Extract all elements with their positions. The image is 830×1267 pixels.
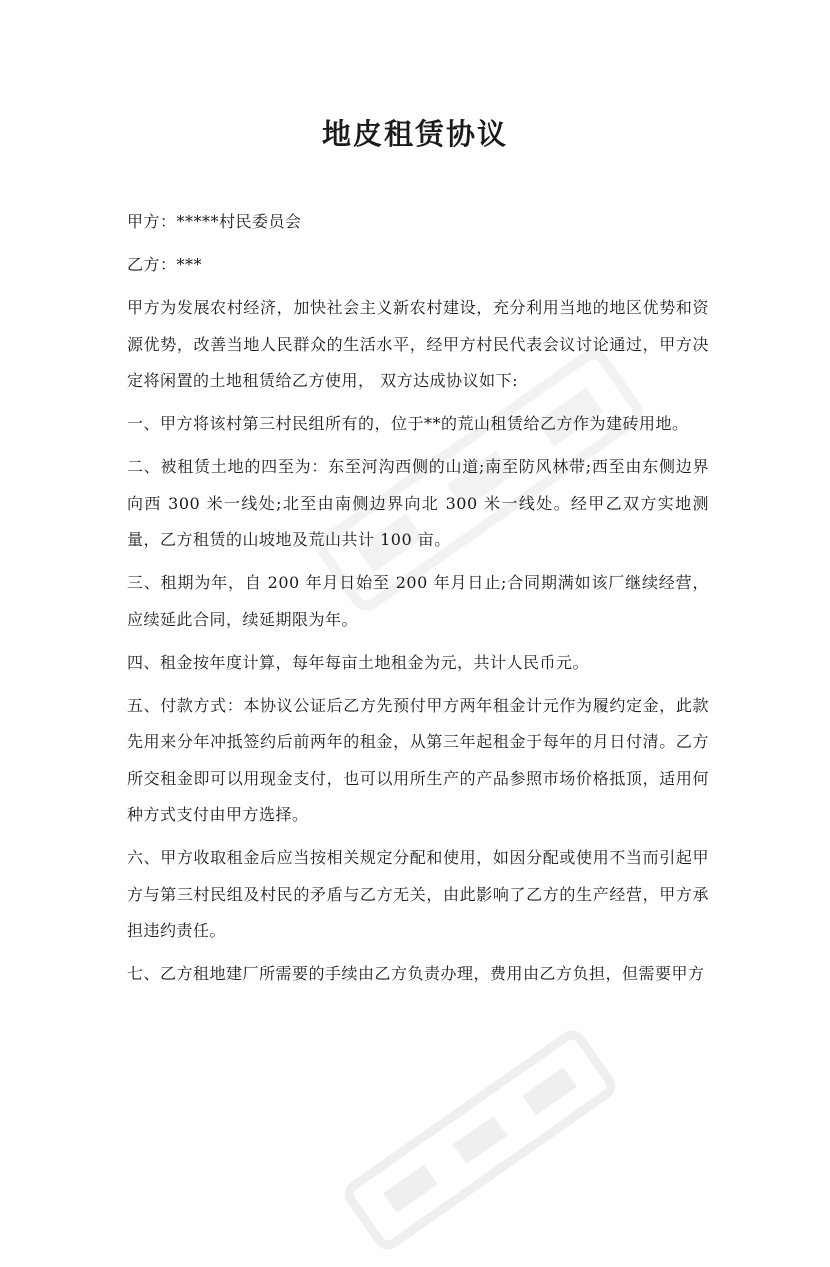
clause-6: 六、甲方收取租金后应当按相关规定分配和使用，如因分配或使用不当而引起甲方与第三村民组及村民的矛盾与乙方无关，由此影响了乙方的生产经营，甲方承担违约责任。	[127, 848, 709, 940]
document-title: 地皮租赁协议	[321, 117, 508, 151]
clause-5: 五、付款方式：本协议公证后乙方先预付甲方两年租金计元作为履约定金，此款先用来分年冲抵签约后前两年的租金，从第三年起租金于每年的月日付清。乙方所交租金即可以用现金支付，也可以用所生产的产品参照市场价格抵顶，适用何种方式支付由甲方选择。	[127, 695, 709, 824]
document-body	[127, 204, 709, 999]
party-b-line: 乙方：***	[127, 255, 203, 274]
party-a-line: 甲方：*****村民委员会	[127, 212, 302, 231]
preamble-paragraph: 甲方为发展农村经济，加快社会主义新农村建设，充分利用当地的地区优势和资源优势，改善当地人民群众的生活水平，经甲方村民代表会议讨论通过，甲方决定将闲置的土地租赁给乙方使用， 双方达成协议如下:	[127, 298, 709, 390]
watermark-logo-icon	[328, 1013, 631, 1267]
clause-3: 三、租期为年，自 200 年月日始至 200 年月日止;合同期满如该厂继续经营，应续延此合同，续延期限为年。	[127, 573, 709, 629]
clause-4: 四、租金按年度计算，每年每亩土地租金为元，共计人民币元。	[127, 652, 590, 672]
clause-1: 一、甲方将该村第三村民组所有的，位于**的荒山租赁给乙方作为建砖用地。	[127, 414, 689, 433]
clause-2: 二、被租赁土地的四至为：东至河沟西侧的山道;南至防风林带;西至由东侧边界向西 300 米一线处;北至由南侧边界向北 300 米一线处。经甲乙双方实地测量，乙方租赁的山坡地及荒山共计 100 亩。	[127, 457, 709, 549]
clause-7: 七、乙方租地建厂所需要的手续由乙方负责办理，费用由乙方负担，但需要甲方	[127, 964, 705, 983]
